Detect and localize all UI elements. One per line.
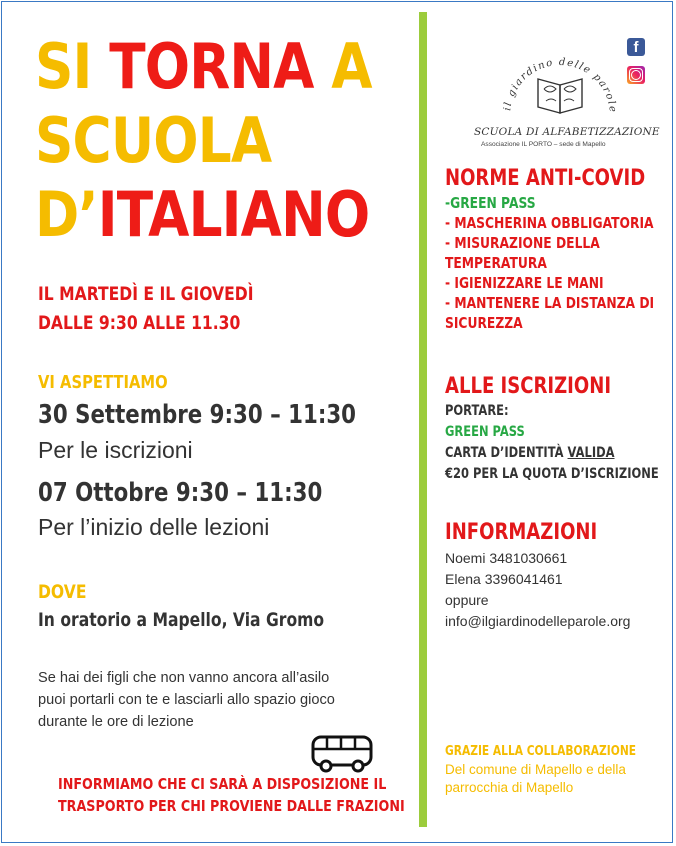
covid-item: - IGIENIZZARE LE MANI (445, 274, 604, 292)
covid-item: -GREEN PASS (445, 194, 536, 212)
schedule-days: IL MARTEDÌ E IL GIOVEDÌ (38, 283, 254, 305)
enrollment-heading: ALLE ISCRIZIONI (445, 374, 612, 399)
enrollment-item-valid: VALIDA (567, 445, 615, 461)
contacts-heading: INFORMAZIONI (445, 520, 598, 545)
children-note-line: puoi portarli con te e lasciarli allo spazio gioco (38, 692, 335, 708)
title-word-torna: TORNA (109, 30, 332, 103)
events-label: VI ASPETTIAMO (38, 372, 168, 393)
location-label: DOVE (38, 581, 87, 603)
covid-item: SICUREZZA (445, 314, 523, 332)
children-note-line: durante le ore di lezione (38, 714, 194, 730)
covid-item: - MANTENERE LA DISTANZA DI (445, 294, 655, 312)
covid-heading: NORME ANTI-COVID (445, 166, 646, 191)
schedule-hours: DALLE 9:30 ALLE 11.30 (38, 312, 241, 334)
title-word-italiano: ITALIANO (97, 178, 370, 251)
title-word-scuola: SCUOLA (35, 104, 272, 177)
facebook-icon[interactable]: f (627, 38, 645, 56)
thanks-line: Del comune di Mapello e della (445, 762, 626, 777)
covid-list (445, 193, 654, 333)
logo-arc-text: il giardino delle parole (502, 56, 619, 114)
enrollment-item: €20 PER LA QUOTA D’ISCRIZIONE (445, 466, 659, 482)
location-place: In oratorio a Mapello, Via Gromo (38, 609, 325, 631)
enrollment-list (445, 401, 659, 485)
enrollment-item (445, 443, 659, 464)
title-word-a: A (331, 30, 372, 103)
first-event-desc: Per le iscrizioni (38, 437, 193, 463)
covid-item: - MASCHERINA OBBLIGATORIA (445, 214, 654, 232)
second-event-date: 07 Ottobre 9:30 – 11:30 (38, 478, 323, 508)
transport-notice (58, 773, 405, 817)
thanks-label: GRAZIE ALLA COLLABORAZIONE (445, 744, 637, 759)
children-note (38, 667, 398, 733)
contact-line: Elena 3396041461 (445, 571, 563, 587)
transport-line: INFORMIAMO CHE CI SARÀ A DISPOSIZIONE IL (58, 775, 387, 793)
covid-item: - MISURAZIONE DELLA (445, 234, 600, 252)
thanks-text (445, 761, 626, 797)
enrollment-item-text: CARTA D’IDENTITÀ (445, 445, 568, 461)
title-word-d: D’ (35, 178, 98, 251)
contact-line: oppure (445, 592, 489, 608)
logo-name: SCUOLA DI ALFABETIZZAZIONE (474, 126, 660, 138)
contact-email[interactable]: info@ilgiardinodelleparole.org (445, 613, 631, 629)
contact-line: Noemi 3481030661 (445, 550, 568, 566)
main-title (35, 30, 372, 252)
enrollment-bring-label: PORTARE: (445, 403, 509, 419)
column-divider (419, 12, 427, 827)
bus-icon (311, 735, 373, 773)
title-word-si: SI (35, 30, 110, 103)
thanks-line: parrocchia di Mapello (445, 780, 574, 795)
contacts-list (445, 548, 630, 632)
first-event-date: 30 Settembre 9:30 – 11:30 (38, 400, 357, 430)
second-event-desc: Per l’inizio delle lezioni (38, 514, 270, 540)
transport-line: TRASPORTO PER CHI PROVIENE DALLE FRAZIONI (58, 797, 405, 815)
logo-subtitle: Associazione IL PORTO – sede di Mapello (481, 141, 606, 148)
schedule (38, 280, 253, 338)
children-note-line: Se hai dei figli che non vanno ancora all’asilo (38, 670, 330, 686)
covid-item: TEMPERATURA (445, 254, 547, 272)
enrollment-item: GREEN PASS (445, 424, 525, 440)
